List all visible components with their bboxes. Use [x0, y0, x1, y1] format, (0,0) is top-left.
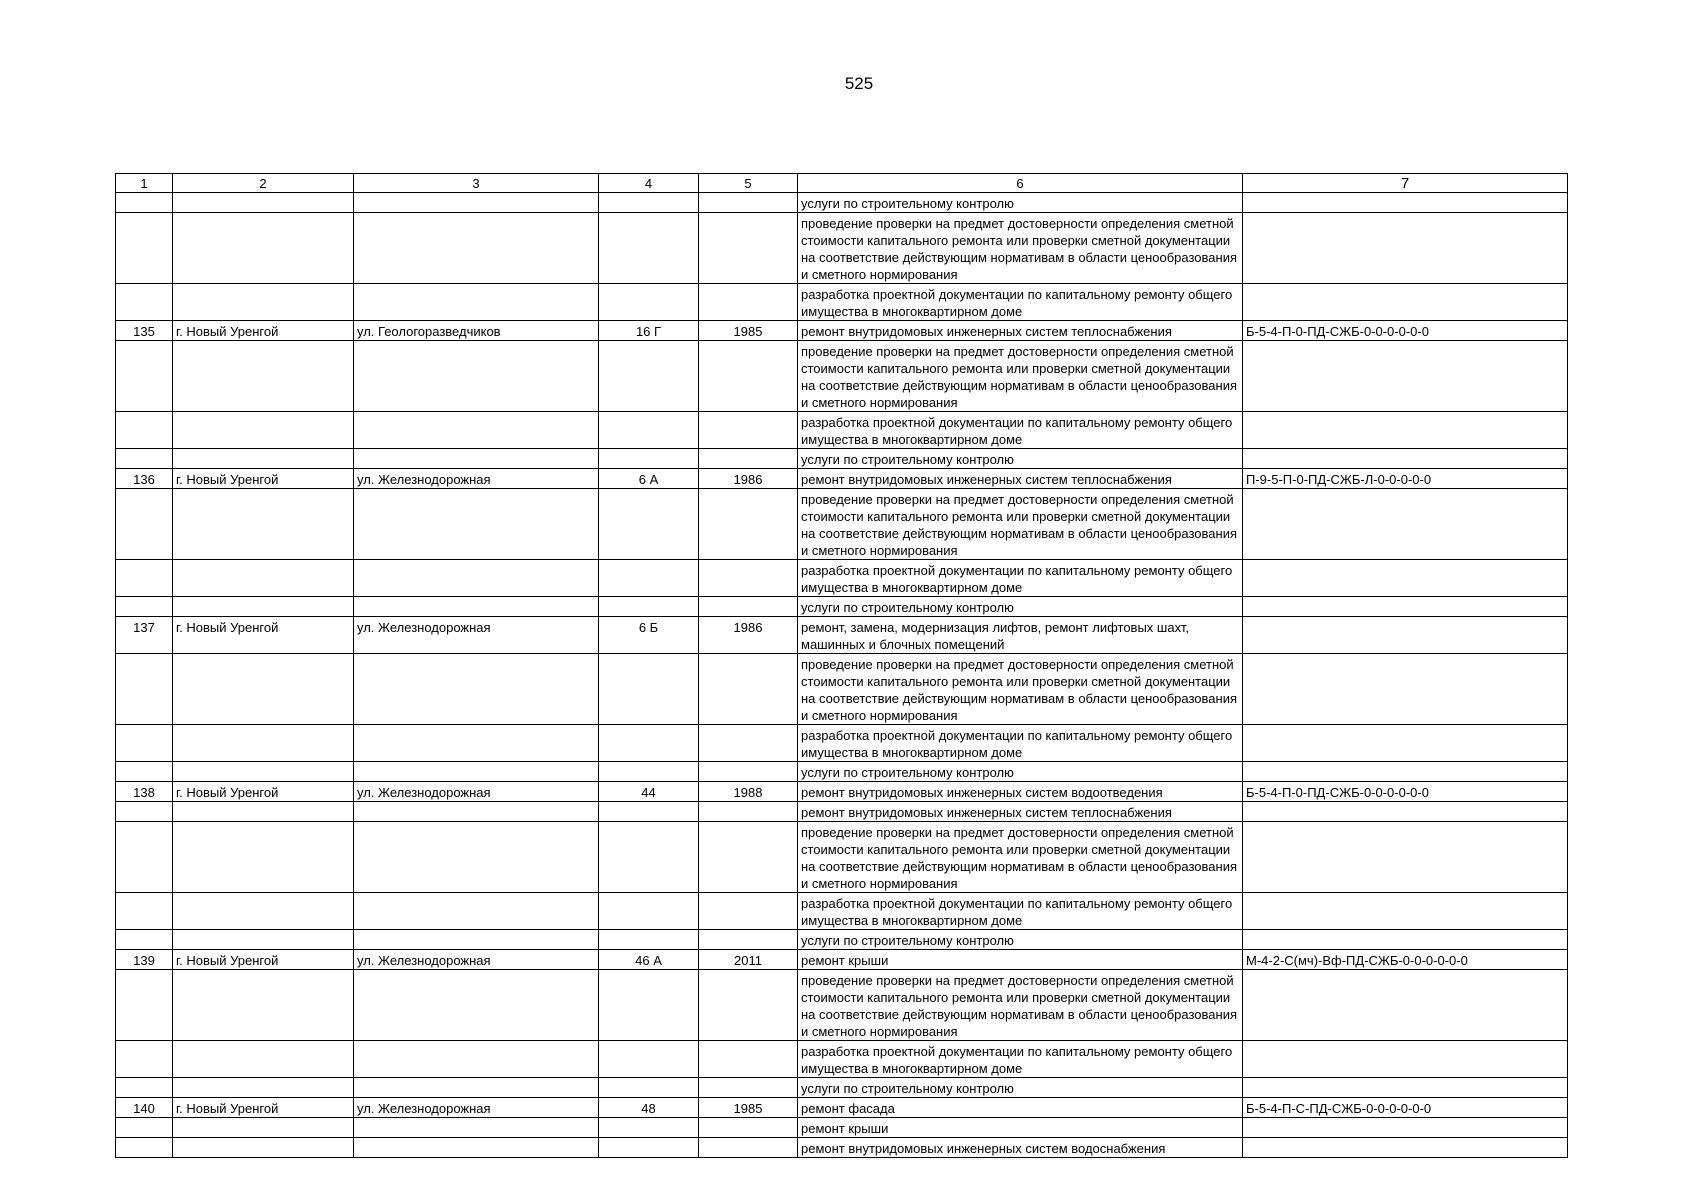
row-number: 138 — [116, 782, 173, 802]
city-cell: г. Новый Уренгой — [173, 321, 354, 341]
table-row — [116, 893, 1568, 930]
work-type-cell: разработка проектной документации по капитальному ремонту общего имущества в многоквартирном доме — [798, 412, 1243, 449]
house-cell — [599, 1138, 699, 1158]
work-type-cell: ремонт внутридомовых инженерных систем водоотведения — [798, 782, 1243, 802]
year-cell: 1985 — [699, 1098, 798, 1118]
table-row — [116, 321, 1568, 341]
table-row — [116, 617, 1568, 654]
house-cell — [599, 193, 699, 213]
year-cell: 1986 — [699, 469, 798, 489]
row-number — [116, 284, 173, 321]
work-type-cell: услуги по строительному контролю — [798, 597, 1243, 617]
street-cell — [354, 1041, 599, 1078]
house-cell: 46 А — [599, 950, 699, 970]
table-row — [116, 1078, 1568, 1098]
building-code-cell — [1243, 725, 1568, 762]
street-cell — [354, 970, 599, 1041]
street-cell — [354, 762, 599, 782]
row-number — [116, 822, 173, 893]
street-cell: ул. Железнодорожная — [354, 782, 599, 802]
city-cell — [173, 725, 354, 762]
row-number — [116, 193, 173, 213]
street-cell: ул. Железнодорожная — [354, 469, 599, 489]
building-code-cell — [1243, 412, 1568, 449]
page-number: 525 — [844, 74, 874, 93]
city-cell: г. Новый Уренгой — [173, 617, 354, 654]
year-cell — [699, 762, 798, 782]
building-code-cell — [1243, 802, 1568, 822]
street-cell — [354, 449, 599, 469]
table-row — [116, 560, 1568, 597]
work-type-cell: проведение проверки на предмет достоверности определения сметной стоимости капитального ремонта или проверки сметной документации на соответствие действующим нормативам в области ценообразования и сметного нормирования — [798, 489, 1243, 560]
city-cell — [173, 802, 354, 822]
table-row — [116, 1118, 1568, 1138]
house-cell — [599, 654, 699, 725]
row-number — [116, 802, 173, 822]
year-cell — [699, 284, 798, 321]
table-row — [116, 950, 1568, 970]
house-cell: 16 Г — [599, 321, 699, 341]
building-code-cell — [1243, 341, 1568, 412]
year-cell — [699, 1118, 798, 1138]
table-row — [116, 654, 1568, 725]
work-type-cell: ремонт крыши — [798, 950, 1243, 970]
year-cell — [699, 560, 798, 597]
house-cell — [599, 822, 699, 893]
building-code-cell — [1243, 449, 1568, 469]
table-row — [116, 782, 1568, 802]
street-cell — [354, 802, 599, 822]
year-cell — [699, 1078, 798, 1098]
year-cell — [699, 489, 798, 560]
city-cell — [173, 1078, 354, 1098]
row-number — [116, 1118, 173, 1138]
table-row — [116, 822, 1568, 893]
table-row — [116, 725, 1568, 762]
year-cell — [699, 930, 798, 950]
house-cell — [599, 1078, 699, 1098]
work-type-cell: услуги по строительному контролю — [798, 1078, 1243, 1098]
header-col-6: 6 — [798, 174, 1243, 193]
city-cell — [173, 341, 354, 412]
year-cell — [699, 725, 798, 762]
street-cell — [354, 284, 599, 321]
table-row — [116, 802, 1568, 822]
work-type-cell: услуги по строительному контролю — [798, 193, 1243, 213]
work-type-cell: проведение проверки на предмет достоверности определения сметной стоимости капитального ремонта или проверки сметной документации на соответствие действующим нормативам в области ценообразования и сметного нормирования — [798, 654, 1243, 725]
header-col-1: 1 — [116, 174, 173, 193]
row-number — [116, 412, 173, 449]
city-cell — [173, 489, 354, 560]
street-cell — [354, 893, 599, 930]
house-cell — [599, 970, 699, 1041]
row-number — [116, 930, 173, 950]
house-cell — [599, 449, 699, 469]
building-code-cell — [1243, 489, 1568, 560]
row-number — [116, 725, 173, 762]
table-row — [116, 1098, 1568, 1118]
building-code-cell — [1243, 597, 1568, 617]
year-cell: 1986 — [699, 617, 798, 654]
work-type-cell: услуги по строительному контролю — [798, 930, 1243, 950]
year-cell: 1988 — [699, 782, 798, 802]
street-cell — [354, 597, 599, 617]
city-cell — [173, 970, 354, 1041]
work-type-cell: проведение проверки на предмет достоверности определения сметной стоимости капитального ремонта или проверки сметной документации на соответствие действующим нормативам в области ценообразования и сметного нормирования — [798, 970, 1243, 1041]
row-number: 135 — [116, 321, 173, 341]
work-type-cell: ремонт фасада — [798, 1098, 1243, 1118]
year-cell: 2011 — [699, 950, 798, 970]
year-cell — [699, 1138, 798, 1158]
year-cell — [699, 822, 798, 893]
table-row — [116, 597, 1568, 617]
year-cell — [699, 412, 798, 449]
table-row — [116, 1041, 1568, 1078]
work-type-cell: ремонт внутридомовых инженерных систем теплоснабжения — [798, 802, 1243, 822]
row-number: 139 — [116, 950, 173, 970]
work-type-cell: ремонт внутридомовых инженерных систем водоснабжения — [798, 1138, 1243, 1158]
city-cell: г. Новый Уренгой — [173, 469, 354, 489]
table-body — [116, 193, 1568, 1158]
house-cell — [599, 213, 699, 284]
table-row — [116, 449, 1568, 469]
street-cell — [354, 560, 599, 597]
house-cell — [599, 597, 699, 617]
street-cell: ул. Геологоразведчиков — [354, 321, 599, 341]
row-number — [116, 893, 173, 930]
year-cell — [699, 1041, 798, 1078]
row-number — [116, 1078, 173, 1098]
house-cell: 48 — [599, 1098, 699, 1118]
row-number — [116, 341, 173, 412]
city-cell — [173, 597, 354, 617]
row-number — [116, 762, 173, 782]
street-cell — [354, 1138, 599, 1158]
row-number: 140 — [116, 1098, 173, 1118]
header-row — [116, 174, 1568, 193]
work-type-cell: проведение проверки на предмет достоверности определения сметной стоимости капитального ремонта или проверки сметной документации на соответствие действующим нормативам в области ценообразования и сметного нормирования — [798, 822, 1243, 893]
building-code-cell — [1243, 1041, 1568, 1078]
city-cell — [173, 193, 354, 213]
row-number: 137 — [116, 617, 173, 654]
row-number — [116, 1138, 173, 1158]
row-number: 136 — [116, 469, 173, 489]
house-cell — [599, 802, 699, 822]
row-number — [116, 213, 173, 284]
city-cell: г. Новый Уренгой — [173, 782, 354, 802]
street-cell — [354, 822, 599, 893]
city-cell — [173, 213, 354, 284]
building-code-cell — [1243, 654, 1568, 725]
year-cell: 1985 — [699, 321, 798, 341]
header-col-3: 3 — [354, 174, 599, 193]
year-cell — [699, 193, 798, 213]
city-cell — [173, 449, 354, 469]
street-cell — [354, 193, 599, 213]
building-code-cell — [1243, 193, 1568, 213]
city-cell — [173, 1138, 354, 1158]
building-code-cell — [1243, 930, 1568, 950]
table-row — [116, 412, 1568, 449]
house-cell: 6 А — [599, 469, 699, 489]
building-code-cell — [1243, 1138, 1568, 1158]
building-code-cell — [1243, 762, 1568, 782]
table-header — [116, 174, 1568, 193]
city-cell: г. Новый Уренгой — [173, 950, 354, 970]
year-cell — [699, 654, 798, 725]
work-type-cell: разработка проектной документации по капитальному ремонту общего имущества в многоквартирном доме — [798, 284, 1243, 321]
house-cell — [599, 893, 699, 930]
street-cell — [354, 654, 599, 725]
table-row — [116, 489, 1568, 560]
street-cell — [354, 341, 599, 412]
table-row — [116, 213, 1568, 284]
year-cell — [699, 802, 798, 822]
city-cell — [173, 893, 354, 930]
row-number — [116, 1041, 173, 1078]
works-table — [115, 173, 1568, 1158]
row-number — [116, 449, 173, 469]
row-number — [116, 560, 173, 597]
work-type-cell: ремонт крыши — [798, 1118, 1243, 1138]
street-cell — [354, 489, 599, 560]
year-cell — [699, 597, 798, 617]
work-type-cell: ремонт, замена, модернизация лифтов, ремонт лифтовых шахт, машинных и блочных помещений — [798, 617, 1243, 654]
city-cell — [173, 654, 354, 725]
work-type-cell: ремонт внутридомовых инженерных систем теплоснабжения — [798, 321, 1243, 341]
table-row — [116, 1138, 1568, 1158]
city-cell — [173, 412, 354, 449]
house-cell: 6 Б — [599, 617, 699, 654]
building-code-cell: Б-5-4-П-С-ПД-СЖБ-0-0-0-0-0-0 — [1243, 1098, 1568, 1118]
city-cell — [173, 284, 354, 321]
building-code-cell — [1243, 970, 1568, 1041]
year-cell — [699, 341, 798, 412]
city-cell — [173, 930, 354, 950]
city-cell: г. Новый Уренгой — [173, 1098, 354, 1118]
building-code-cell: Б-5-4-П-0-ПД-СЖБ-0-0-0-0-0-0 — [1243, 321, 1568, 341]
house-cell — [599, 762, 699, 782]
house-cell — [599, 1041, 699, 1078]
header-col-7: 7 — [1243, 174, 1568, 193]
building-code-cell — [1243, 822, 1568, 893]
table-row — [116, 469, 1568, 489]
building-code-cell — [1243, 213, 1568, 284]
work-type-cell: разработка проектной документации по капитальному ремонту общего имущества в многоквартирном доме — [798, 560, 1243, 597]
house-cell — [599, 560, 699, 597]
street-cell — [354, 412, 599, 449]
year-cell — [699, 970, 798, 1041]
house-cell — [599, 489, 699, 560]
house-cell: 44 — [599, 782, 699, 802]
table-row — [116, 193, 1568, 213]
building-code-cell: П-9-5-П-0-ПД-СЖБ-Л-0-0-0-0-0 — [1243, 469, 1568, 489]
table-row — [116, 970, 1568, 1041]
house-cell — [599, 930, 699, 950]
city-cell — [173, 1041, 354, 1078]
street-cell — [354, 1078, 599, 1098]
city-cell — [173, 560, 354, 597]
building-code-cell — [1243, 1078, 1568, 1098]
house-cell — [599, 1118, 699, 1138]
row-number — [116, 654, 173, 725]
building-code-cell — [1243, 893, 1568, 930]
house-cell — [599, 725, 699, 762]
work-type-cell: разработка проектной документации по капитальному ремонту общего имущества в многоквартирном доме — [798, 725, 1243, 762]
work-type-cell: разработка проектной документации по капитальному ремонту общего имущества в многоквартирном доме — [798, 1041, 1243, 1078]
row-number — [116, 597, 173, 617]
building-code-cell — [1243, 560, 1568, 597]
city-cell — [173, 1118, 354, 1138]
work-type-cell: разработка проектной документации по капитальному ремонту общего имущества в многоквартирном доме — [798, 893, 1243, 930]
work-type-cell: услуги по строительному контролю — [798, 762, 1243, 782]
street-cell: ул. Железнодорожная — [354, 950, 599, 970]
street-cell — [354, 930, 599, 950]
header-col-4: 4 — [599, 174, 699, 193]
header-col-2: 2 — [173, 174, 354, 193]
header-col-5: 5 — [699, 174, 798, 193]
house-cell — [599, 412, 699, 449]
street-cell — [354, 213, 599, 284]
house-cell — [599, 341, 699, 412]
street-cell: ул. Железнодорожная — [354, 1098, 599, 1118]
street-cell: ул. Железнодорожная — [354, 617, 599, 654]
building-code-cell: Б-5-4-П-0-ПД-СЖБ-0-0-0-0-0-0 — [1243, 782, 1568, 802]
work-type-cell: проведение проверки на предмет достоверности определения сметной стоимости капитального ремонта или проверки сметной документации на соответствие действующим нормативам в области ценообразования и сметного нормирования — [798, 213, 1243, 284]
house-cell — [599, 284, 699, 321]
row-number — [116, 489, 173, 560]
building-code-cell — [1243, 1118, 1568, 1138]
table-row — [116, 930, 1568, 950]
table-row — [116, 284, 1568, 321]
year-cell — [699, 449, 798, 469]
street-cell — [354, 1118, 599, 1138]
work-type-cell: проведение проверки на предмет достоверности определения сметной стоимости капитального ремонта или проверки сметной документации на соответствие действующим нормативам в области ценообразования и сметного нормирования — [798, 341, 1243, 412]
table-row — [116, 341, 1568, 412]
city-cell — [173, 762, 354, 782]
year-cell — [699, 213, 798, 284]
work-type-cell: ремонт внутридомовых инженерных систем теплоснабжения — [798, 469, 1243, 489]
street-cell — [354, 725, 599, 762]
year-cell — [699, 893, 798, 930]
building-code-cell — [1243, 617, 1568, 654]
table-row — [116, 762, 1568, 782]
city-cell — [173, 822, 354, 893]
building-code-cell: М-4-2-С(мч)-Вф-ПД-СЖБ-0-0-0-0-0-0 — [1243, 950, 1568, 970]
work-type-cell: услуги по строительному контролю — [798, 449, 1243, 469]
building-code-cell — [1243, 284, 1568, 321]
row-number — [116, 970, 173, 1041]
